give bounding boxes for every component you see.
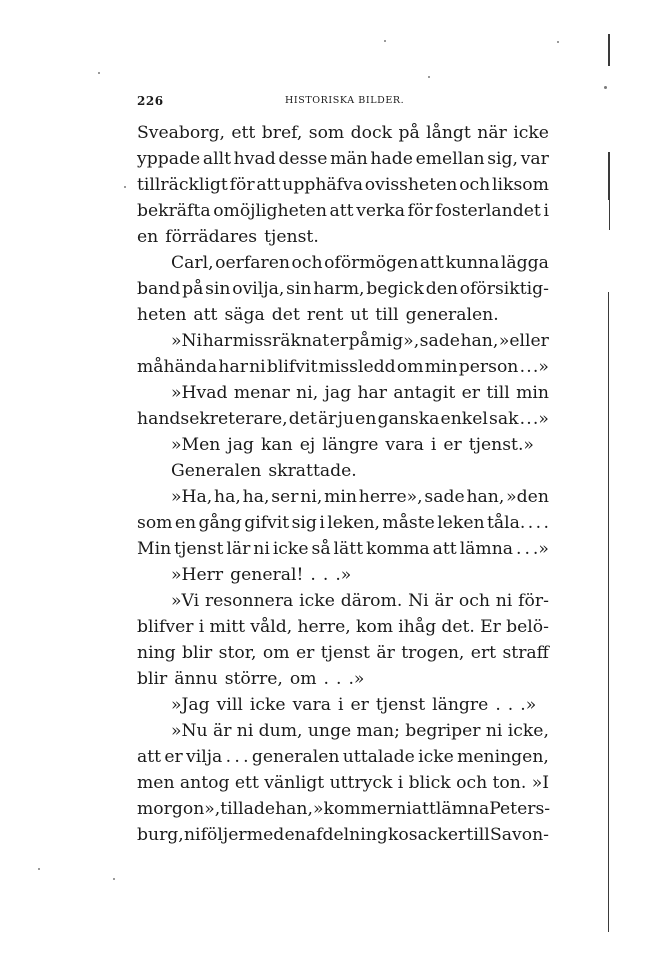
scan-edge-line — [608, 292, 609, 932]
scan-speck — [38, 868, 40, 870]
text-line: tillräckligt för att upphäfva ovissheten och liksom — [137, 175, 549, 195]
text-line: en förrädares tjenst. — [137, 227, 319, 247]
scan-speck — [98, 72, 100, 74]
text-line: bekräfta omöjligheten att verka för fosterlandet i — [137, 201, 549, 221]
text-line: burg, ni följer med en afdelning kosacker till Savon- — [137, 825, 549, 845]
scan-speck — [557, 41, 559, 43]
body-text — [137, 120, 549, 848]
text-line: som en gång gifvit sig i leken, måste leken tåla. . . . — [137, 513, 549, 533]
scan-edge-line — [609, 200, 610, 230]
page-header — [137, 94, 547, 110]
text-line: »Vi resonnera icke därom. Ni är och ni för- — [171, 591, 549, 611]
text-line: Min tjenst lär ni icke så lätt komma att lämna . . .» — [137, 539, 549, 559]
text-line: Sveaborg, ett bref, som dock på långt när icke — [137, 123, 549, 143]
text-line: »Nu är ni dum, unge man; begriper ni icke, — [171, 721, 549, 741]
text-line: blir ännu större, om . . .» — [137, 669, 365, 689]
page-number: 226 — [137, 94, 164, 108]
text-line: »Herr general! . . .» — [171, 565, 352, 585]
text-line: yppade allt hvad desse män hade emellan sig, var — [137, 149, 549, 169]
text-line: heten att säga det rent ut till generalen. — [137, 305, 499, 325]
text-line: morgon», tillade han, »kommer ni att lämna Peters- — [137, 799, 551, 819]
running-title: HISTORISKA BILDER. — [285, 95, 405, 106]
text-line: »Ni har missräknat er på mig», sade han, »eller — [171, 331, 549, 351]
scan-edge-line — [608, 152, 610, 200]
text-line: ning blir stor, om er tjenst är trogen, ert straff — [137, 643, 549, 663]
text-line: »Ha, ha, ha, ser ni, min herre», sade han, »den — [171, 487, 549, 507]
scan-speck — [604, 86, 607, 89]
scan-edge-line — [608, 34, 610, 66]
text-line: »Hvad menar ni, jag har antagit er till min — [171, 383, 549, 403]
scan-speck — [384, 40, 386, 42]
text-line: men antog ett vänligt uttryck i blick och ton. »I — [137, 773, 549, 793]
text-line: band på sin ovilja, sin harm, begick den oförsiktig- — [137, 279, 549, 299]
text-line: handsekreterare, det är ju en ganska enkel sak . . .» — [137, 409, 549, 429]
text-line: måhända har ni blifvit missledd om min person . . .» — [137, 357, 549, 377]
scan-speck — [113, 878, 115, 880]
scan-speck — [124, 186, 126, 188]
text-line: Carl, oerfaren och oförmögen att kunna lägga — [171, 253, 549, 273]
text-line: »Men jag kan ej längre vara i er tjenst.» — [171, 435, 534, 455]
text-line: »Jag vill icke vara i er tjenst längre . . .» — [171, 695, 537, 715]
text-line: att er vilja . . . generalen uttalade icke meningen, — [137, 747, 549, 767]
text-line: blifver i mitt våld, herre, kom ihåg det. Er belö- — [137, 617, 549, 637]
text-line: Generalen skrattade. — [171, 461, 357, 481]
scan-speck — [428, 76, 430, 78]
